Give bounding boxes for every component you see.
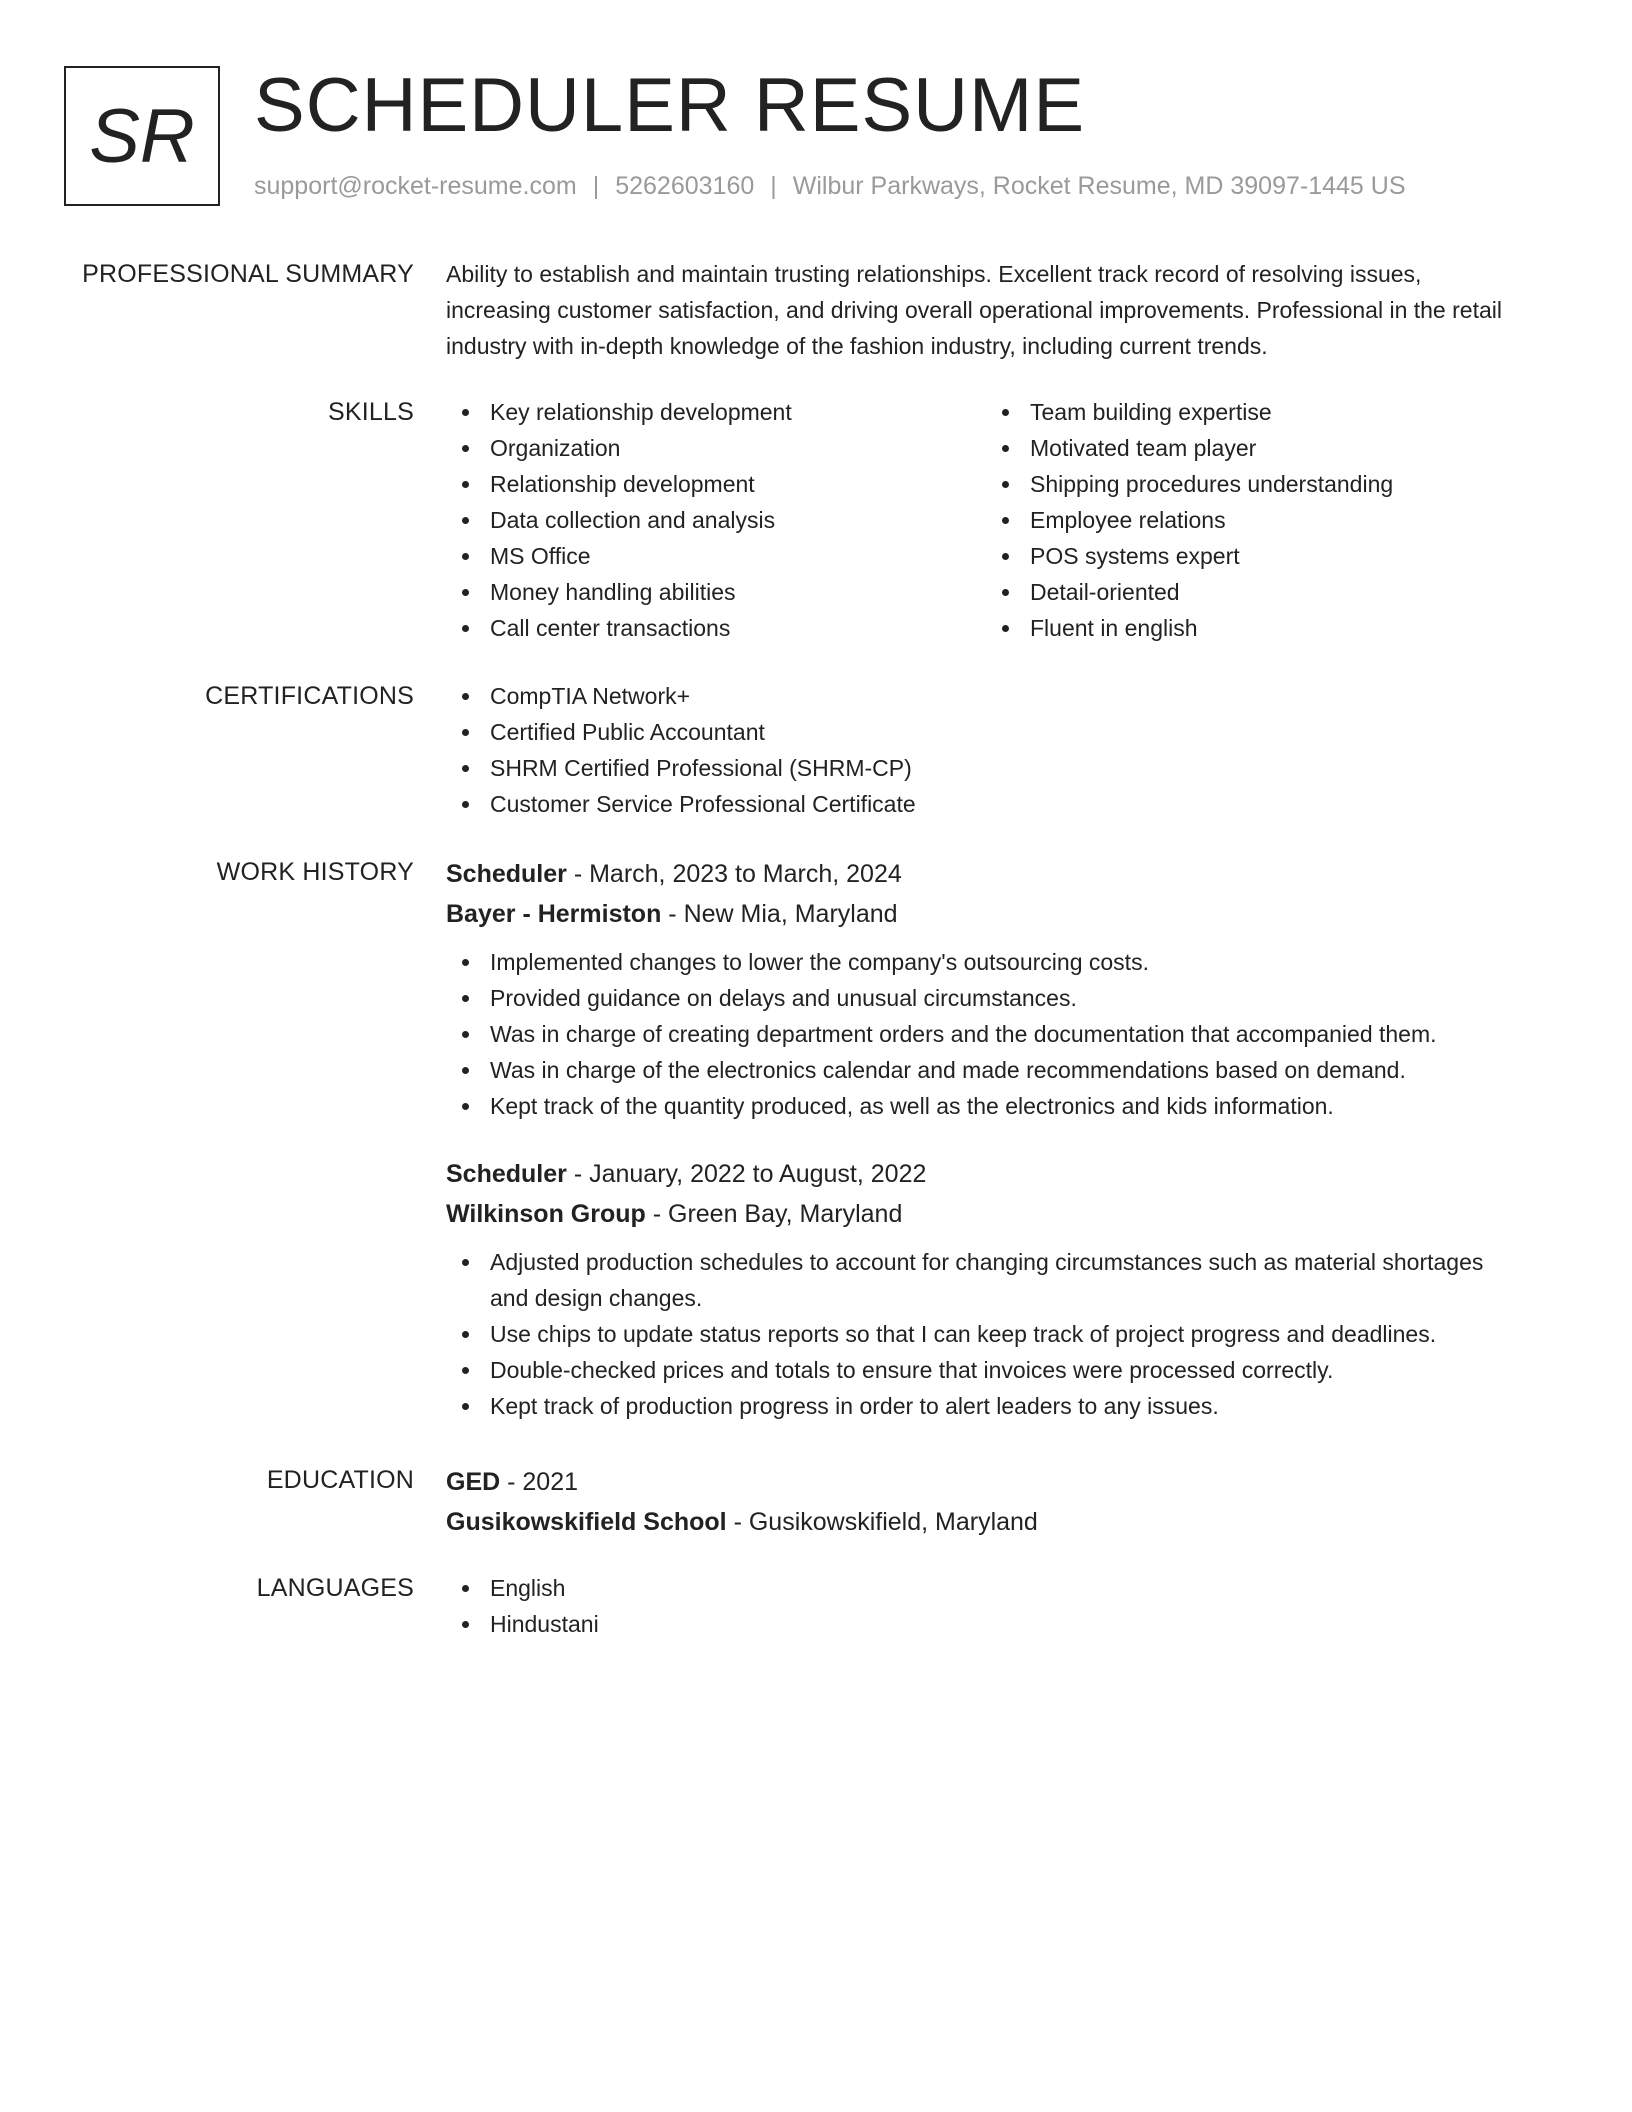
job-duty: Kept track of production progress in order to alert leaders to any issues. (446, 1388, 1526, 1424)
certification-item: Certified Public Accountant (446, 714, 1526, 750)
contact-phone: 5262603160 (615, 172, 755, 200)
certification-item: Customer Service Professional Certificate (446, 786, 1526, 822)
job-duties (446, 944, 1526, 1124)
job-duty: Was in charge of the electronics calendar and made recommendations based on demand. (446, 1052, 1526, 1088)
job-duties (446, 1244, 1526, 1424)
job-entry (446, 854, 1526, 1124)
languages-body (446, 1570, 1526, 1642)
skill-item: Motivated team player (986, 430, 1526, 466)
job-duty: Provided guidance on delays and unusual circumstances. (446, 980, 1526, 1016)
job-company: Wilkinson Group (446, 1200, 646, 1228)
monogram: SR (64, 66, 220, 206)
language-item: Hindustani (446, 1606, 1526, 1642)
skill-item: Money handling abilities (446, 574, 986, 610)
contact-email: support@rocket-resume.com (254, 172, 577, 200)
job-company-line (446, 894, 1526, 934)
school-location: - Gusikowskifield, Maryland (726, 1508, 1038, 1536)
work-history-label: WORK HISTORY (216, 858, 414, 886)
education-body (446, 1462, 1526, 1542)
school-name: Gusikowskifield School (446, 1508, 727, 1536)
job-duty: Was in charge of creating department orders and the documentation that accompanied them. (446, 1016, 1526, 1052)
certifications-body (446, 678, 1526, 822)
job-company: Bayer - Hermiston (446, 900, 662, 928)
skills-column-2 (986, 394, 1526, 646)
skill-item: Call center transactions (446, 610, 986, 646)
work-history-body (446, 854, 1526, 1454)
resume-title: SCHEDULER RESUME (254, 63, 1086, 148)
languages-list (446, 1570, 1526, 1642)
degree-line (446, 1462, 1526, 1502)
languages-label: LANGUAGES (256, 1574, 414, 1602)
job-duty: Double-checked prices and totals to ensure that invoices were processed correctly. (446, 1352, 1526, 1388)
job-dates: - March, 2023 to March, 2024 (566, 860, 902, 888)
skills-body (446, 394, 1526, 646)
job-location: - New Mia, Maryland (661, 900, 898, 928)
job-dates: - January, 2022 to August, 2022 (566, 1160, 927, 1188)
skill-item: Employee relations (986, 502, 1526, 538)
skill-item: Detail-oriented (986, 574, 1526, 610)
summary-text: Ability to establish and maintain trusting relationships. Excellent track record of resolving issues, increasing customer satisfaction, and driving overall operational improvements. Professional in the retail industry with in-depth knowledge of the fashion industry, including current trends. (446, 261, 1502, 359)
certifications-label: CERTIFICATIONS (205, 682, 414, 710)
job-title: Scheduler (446, 860, 567, 888)
job-title-line (446, 854, 1526, 894)
summary-body (446, 256, 1526, 364)
certifications-list (446, 678, 1526, 822)
contact-separator: | (592, 172, 600, 200)
job-title: Scheduler (446, 1160, 567, 1188)
job-entry (446, 1154, 1526, 1424)
skill-item: Data collection and analysis (446, 502, 986, 538)
job-location: - Green Bay, Maryland (645, 1200, 903, 1228)
job-duty: Kept track of the quantity produced, as well as the electronics and kids information. (446, 1088, 1526, 1124)
job-duty: Implemented changes to lower the company's outsourcing costs. (446, 944, 1526, 980)
contact-separator: | (770, 172, 777, 200)
job-duty: Adjusted production schedules to account for changing circumstances such as material shortages and design changes. (446, 1244, 1526, 1316)
skill-item: Shipping procedures understanding (986, 466, 1526, 502)
school-line (446, 1502, 1526, 1542)
skill-item: Organization (446, 430, 986, 466)
language-item: English (446, 1570, 1526, 1606)
skills-label: SKILLS (328, 398, 414, 426)
contact-address: Wilbur Parkways, Rocket Resume, MD 39097-1445 US (792, 172, 1406, 200)
education-label: EDUCATION (266, 1466, 414, 1494)
skill-item: Team building expertise (986, 394, 1526, 430)
degree: GED (446, 1468, 501, 1496)
certification-item: CompTIA Network+ (446, 678, 1526, 714)
degree-year: - 2021 (500, 1468, 579, 1496)
skills-column-1 (446, 394, 986, 646)
summary-label: PROFESSIONAL SUMMARY (82, 260, 414, 288)
job-duty: Use chips to update status reports so that I can keep track of project progress and deadlines. (446, 1316, 1526, 1352)
skill-item: Relationship development (446, 466, 986, 502)
certification-item: SHRM Certified Professional (SHRM-CP) (446, 750, 1526, 786)
resume-header (64, 63, 1564, 210)
contact-line (254, 172, 1406, 201)
skill-item: POS systems expert (986, 538, 1526, 574)
skill-item: Fluent in english (986, 610, 1526, 646)
skill-item: MS Office (446, 538, 986, 574)
skill-item: Key relationship development (446, 394, 986, 430)
job-title-line (446, 1154, 1526, 1194)
job-company-line (446, 1194, 1526, 1234)
